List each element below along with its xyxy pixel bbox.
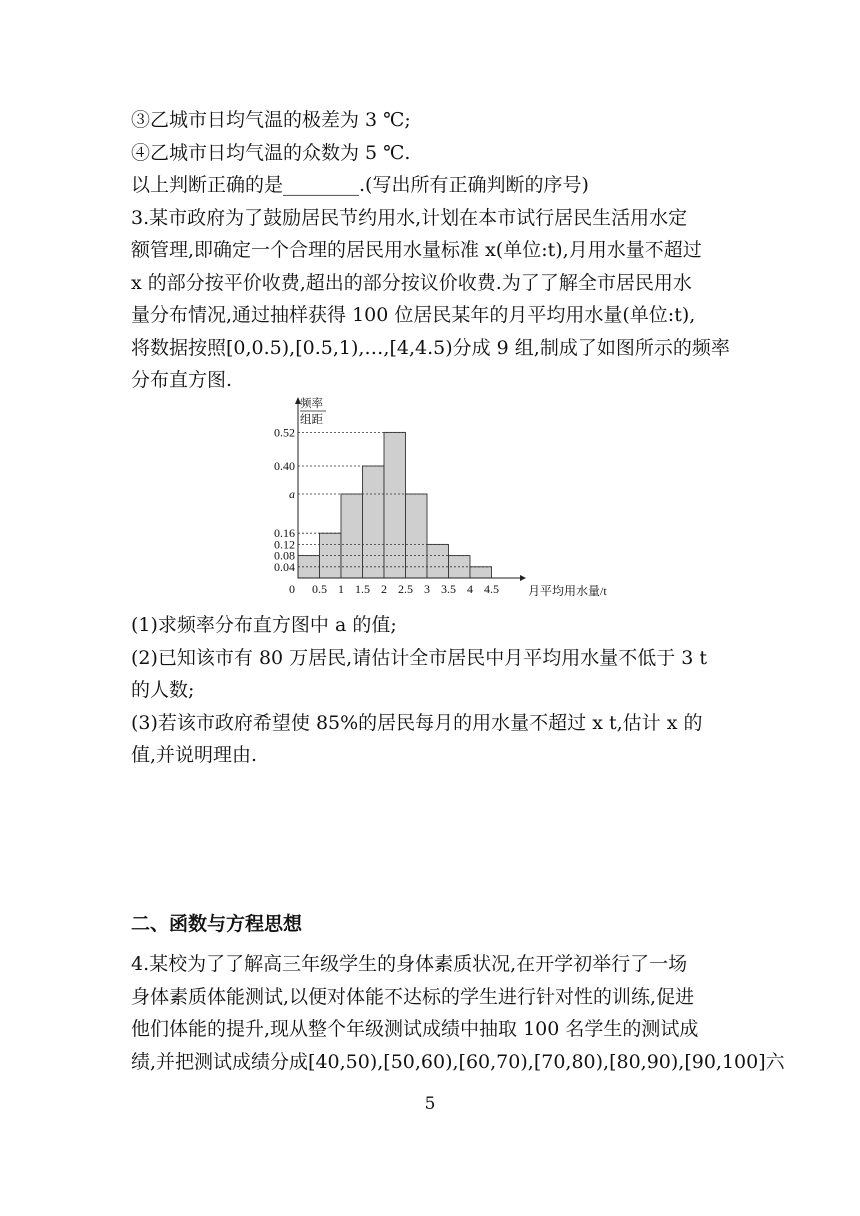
y-tick-label: 0.08	[274, 548, 295, 563]
text-line: 绩,并把测试成绩分成[40,50),[50,60),[60,70),[70,80),[80,90),[90,100]六	[131, 1050, 785, 1073]
histogram-bar	[406, 494, 428, 578]
x-tick-label: 4	[467, 582, 473, 596]
x-tick-label: 2	[381, 582, 387, 596]
text-line: ④乙城市日均气温的众数为 5 ℃.	[131, 141, 411, 164]
y-tick-label: a	[289, 487, 295, 501]
y-tick-label: 0.12	[274, 537, 295, 552]
histogram-bar	[298, 556, 320, 578]
text-line: 量分布情况,通过抽样获得 100 位居民某年的月平均用水量(单位:t),	[131, 304, 696, 326]
x-tick-label: 1.5	[355, 582, 370, 596]
text-line: 4.某校为了了解高三年级学生的身体素质状况,在开学初举行了一场	[131, 953, 688, 975]
y-axis-label-denominator: 组距	[300, 414, 323, 426]
y-tick-label: 0.52	[274, 425, 295, 440]
text-line: (3)若该市政府希望使 85%的居民每月的用水量不超过 x t,估计 x 的	[131, 711, 703, 734]
x-tick-label: 1	[338, 582, 344, 596]
y-tick-label: 0.04	[274, 559, 295, 574]
y-tick-label: 0.40	[274, 459, 295, 473]
y-tick-label: 0.16	[274, 526, 295, 541]
histogram-bar	[363, 466, 385, 578]
x-axis-label: 月平均用水量/t	[528, 584, 607, 598]
text-line: (2)已知该市有 80 万居民,请估计全市居民中月平均用水量不低于 3 t	[131, 646, 708, 669]
text-line: 3.某市政府为了鼓励居民节约用水,计划在本市试行居民生活用水定	[131, 206, 688, 229]
x-tick-label: 3	[424, 582, 430, 596]
histogram-bar	[341, 494, 363, 578]
text-line: ③乙城市日均气温的极差为 3 ℃;	[131, 109, 411, 131]
text-line: 的人数;	[131, 679, 195, 701]
frequency-histogram	[262, 392, 607, 604]
text-line: 额管理,即确定一个合理的居民用水量标准 x(单位:t),月用水量不超过	[131, 239, 702, 261]
section-heading: 二、函数与方程思想	[131, 913, 303, 935]
x-tick-label: 0.5	[312, 582, 327, 596]
x-tick-label: 2.5	[398, 582, 413, 596]
text-line: x 的部分按平价收费,超出的部分按议价收费.为了了解全市居民用水	[131, 271, 692, 294]
x-tick-label: 4.5	[484, 582, 499, 596]
text-line: 值,并说明理由.	[131, 744, 258, 766]
x-tick-label: 3.5	[441, 582, 456, 596]
text-line: 身体素质体能测试,以便对体能不达标的学生进行针对性的训练,促进	[131, 985, 695, 1008]
origin-label: 0	[289, 582, 295, 596]
page-number: 5	[424, 1094, 436, 1114]
text-line: 将数据按照[0,0.5),[0.5,1),…,[4,4.5)分成 9 组,制成了如图所示的频率	[131, 336, 730, 359]
y-axis-label-numerator: 频率	[300, 398, 323, 410]
text-line: 以上判断正确的是________.(写出所有正确判断的序号)	[131, 174, 589, 196]
text-line: 分布直方图.	[131, 369, 233, 391]
x-axis-arrow	[520, 575, 526, 581]
text-line: 他们体能的提升,现从整个年级测试成绩中抽取 100 名学生的测试成	[131, 1018, 699, 1040]
text-line: (1)求频率分布直方图中 a 的值;	[131, 614, 397, 636]
histogram-bar	[427, 544, 449, 578]
histogram-bar	[384, 432, 406, 578]
histogram-bar	[470, 567, 492, 578]
